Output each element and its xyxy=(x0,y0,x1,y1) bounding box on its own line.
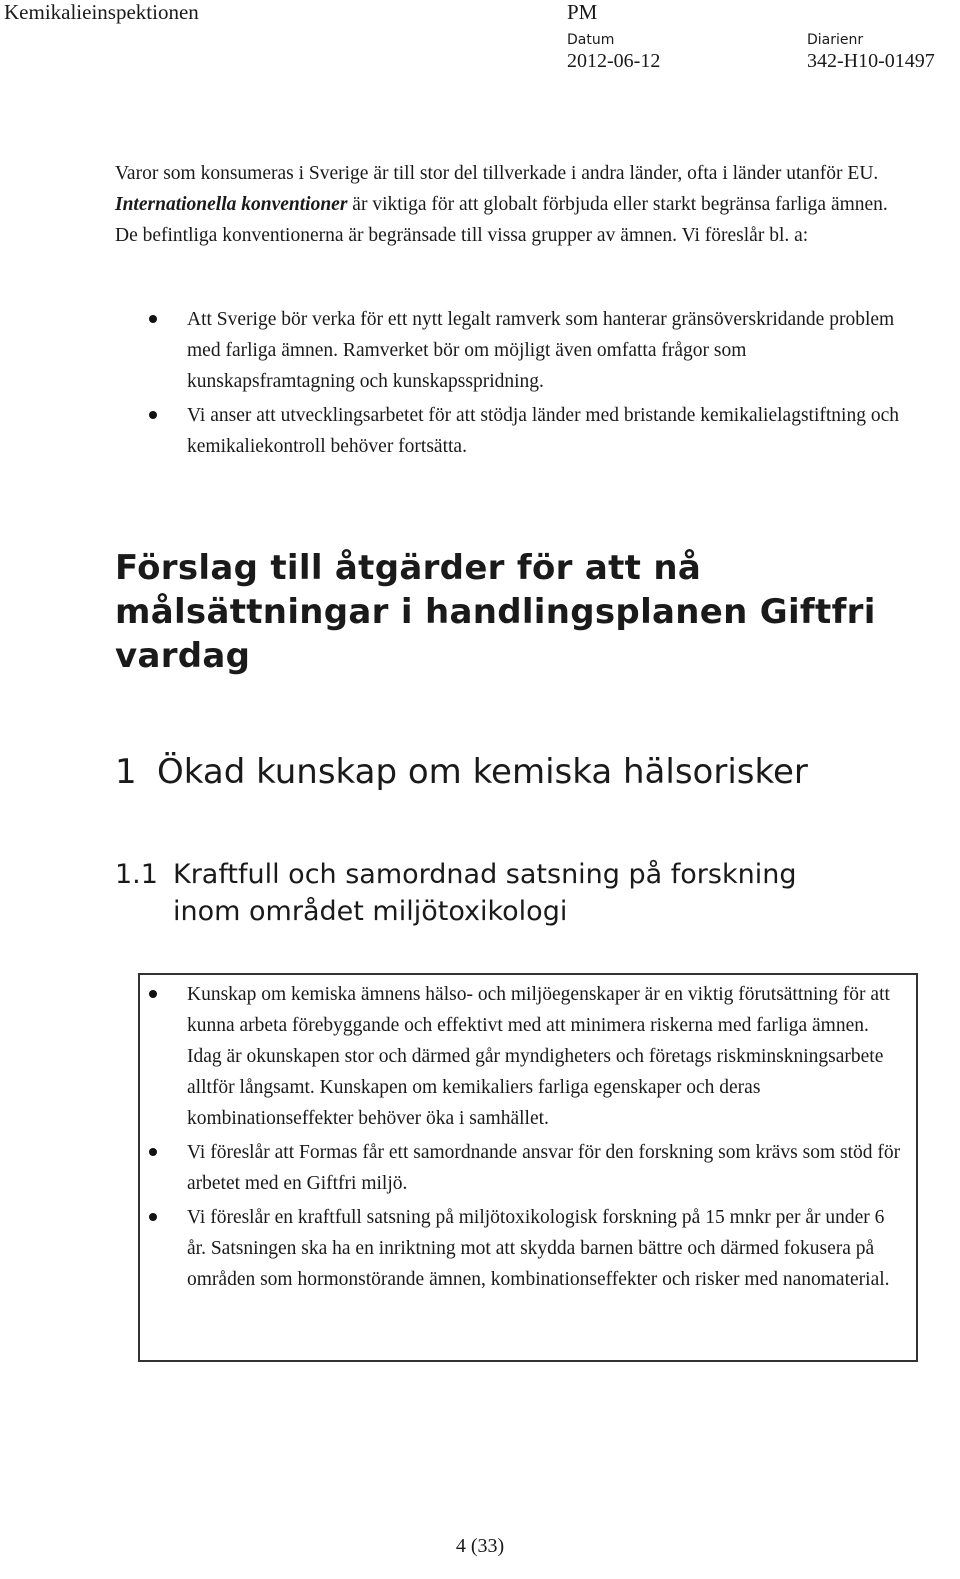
page-number: 4 (33) xyxy=(455,1535,505,1557)
list-item-text: Vi anser att utvecklingsarbetet för att stödja länder med bristande kemikalielagstiftning och kemikaliekontroll behöver fortsätta. xyxy=(187,405,899,457)
date-label: Datum xyxy=(567,32,615,48)
list-item xyxy=(115,400,905,462)
subsection-number: 1.1 xyxy=(115,859,158,890)
date-value: 2012-06-12 xyxy=(567,50,661,72)
diary-number-value: 342-H10-01497 xyxy=(807,50,935,72)
subsection-title-line2: inom området miljötoxikologi xyxy=(173,896,568,927)
list-item-text: Kunskap om kemiska ämnens hälso- och miljöegenskaper är en viktig förutsättning för att kunna arbeta förebyggande och effektivt med att minimera riskerna med farliga ämnen. Idag är okunskapen stor och därmed går myndigheters och företags riskminskningsarbete alltför långsamt. Kunskapen om kemikaliers farliga egenskaper och deras kombinationseffekter behöver öka i samhället. xyxy=(187,984,890,1129)
bullet-icon xyxy=(149,1213,157,1221)
subsection-title-line1: Kraftfull och samordnad satsning på forskning xyxy=(173,859,797,890)
list-item-text: Att Sverige bör verka för ett nytt legalt ramverk som hanterar gränsöverskridande problem med farliga ämnen. Ramverket bör om möjligt även omfatta frågor som kunskapsframtagning och kunskapsspridning. xyxy=(187,309,895,392)
section-title: Ökad kunskap om kemiska hälsorisker xyxy=(157,752,808,792)
proposal-bullet-list xyxy=(115,979,905,1295)
intro-text-after: är viktiga för att globalt förbjuda eller starkt begränsa farliga ämnen. De befintliga konventionerna är begränsade till vissa grupper av ämnen. Vi föreslår bl. a: xyxy=(115,194,888,246)
list-item-text: Vi föreslår en kraftfull satsning på miljötoxikologisk forskning på 15 mnkr per år under 6 år. Satsningen ska ha en inriktning mot att skydda barnen bättre och därmed fokusera på områden som hormonstörande ämnen, kombinationseffekter och risker med nanomaterial. xyxy=(187,1207,890,1290)
list-item xyxy=(115,1202,905,1295)
list-item-text: Vi föreslår att Formas får ett samordnande ansvar för den forskning som krävs som stöd för arbetet med en Giftfri miljö. xyxy=(187,1142,901,1194)
organization-name: Kemikalieinspektionen xyxy=(4,0,199,24)
section-heading xyxy=(115,750,935,794)
document-type: PM xyxy=(567,0,598,24)
intro-text-before: Varor som konsumeras i Sverige är till stor del tillverkade i andra länder, ofta i länder utanför EU. xyxy=(115,163,879,184)
list-item xyxy=(115,304,905,397)
list-item xyxy=(115,1137,905,1199)
section-number: 1 xyxy=(115,752,137,792)
subsection-heading xyxy=(115,856,935,930)
bullet-icon xyxy=(149,990,157,998)
bullet-icon xyxy=(149,315,157,323)
list-item xyxy=(115,979,905,1134)
main-heading: Förslag till åtgärder för att nå målsättningar i handlingsplanen Giftfri vardag xyxy=(115,548,876,676)
intro-emphasis: Internationella konventioner xyxy=(115,194,348,215)
bullet-icon xyxy=(149,1148,157,1156)
intro-paragraph xyxy=(115,158,905,251)
diary-number-label: Diarienr xyxy=(807,32,864,48)
intro-bullet-list xyxy=(115,304,905,462)
bullet-icon xyxy=(149,411,157,419)
